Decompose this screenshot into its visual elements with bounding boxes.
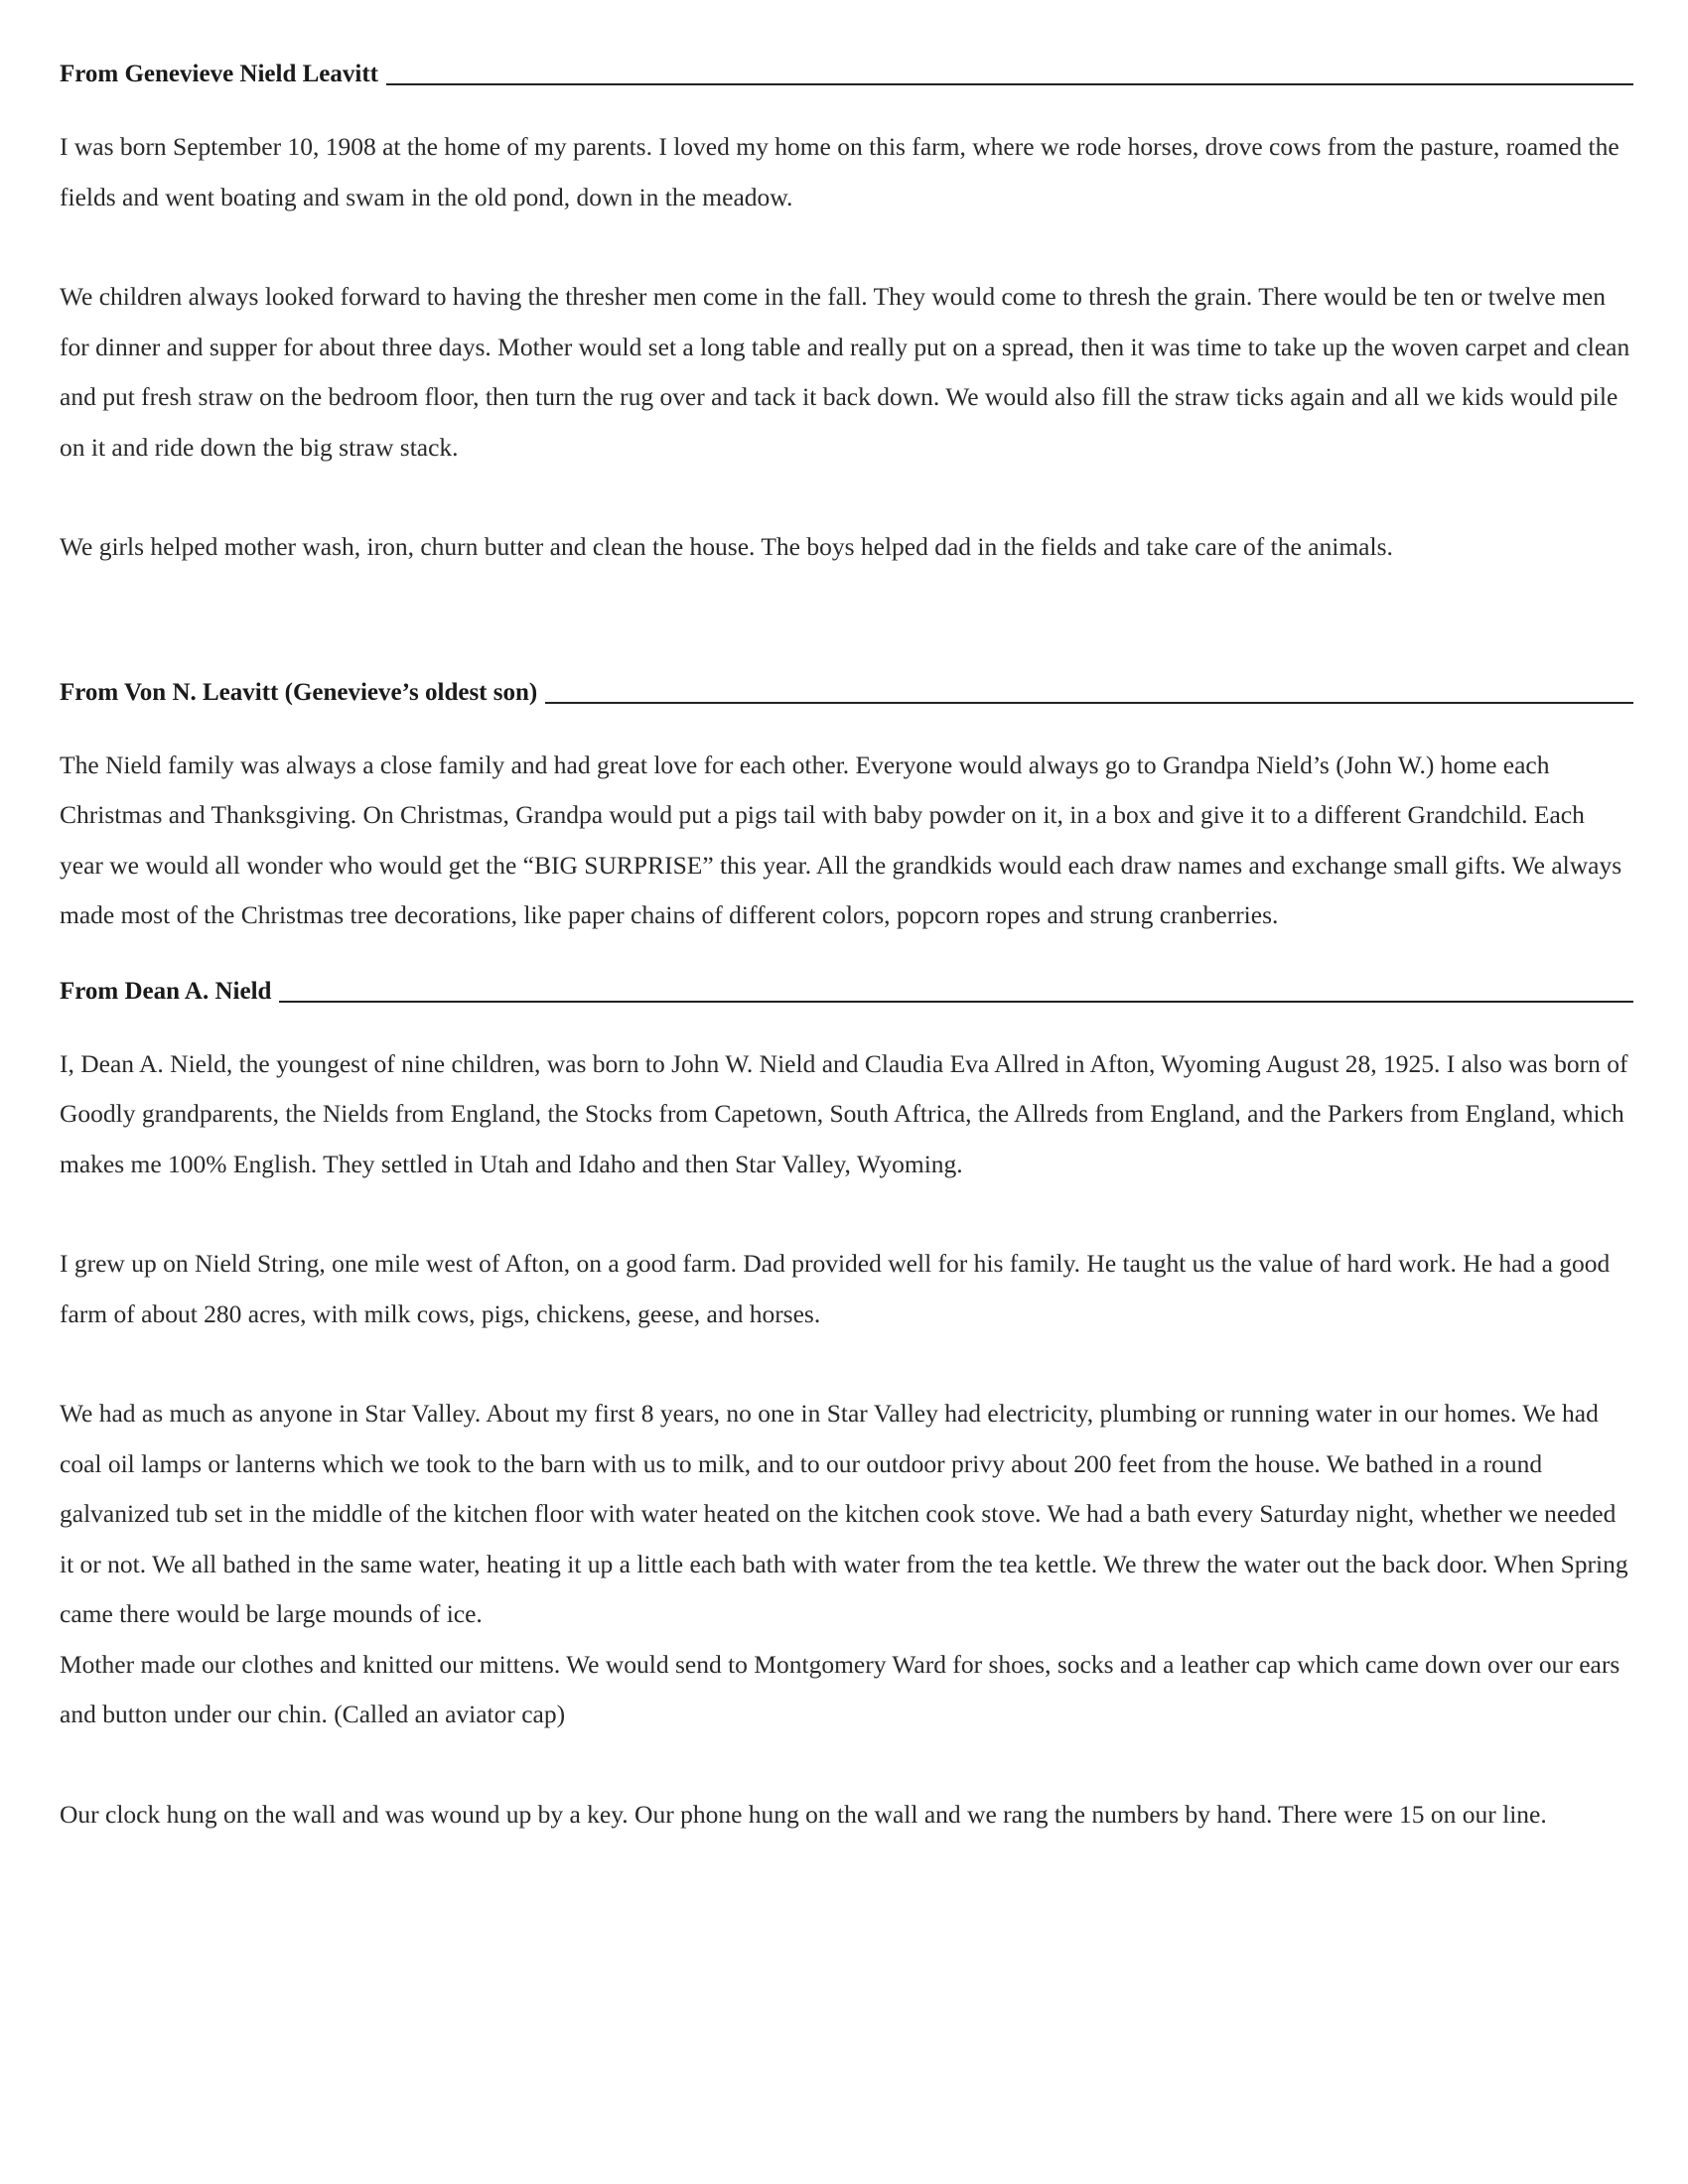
heading-text: From Genevieve Nield Leavitt bbox=[60, 61, 378, 87]
paragraph: I was born September 10, 1908 at the home of my parents. I loved my home on this farm, where we rode horses, drove cows from the pasture, roamed the fields and went boating and swam in the old pond, down in the meadow. bbox=[60, 132, 1619, 211]
paragraph: We children always looked forward to having the thresher men come in the fall. They would come to thresh the grain. There would be ten or twelve men for dinner and supper for about three days. Mother would set a long table and really put on a spread, then it was time to take up the woven carpet and clean and put fresh straw on the bedroom floor, then turn the rug over and tack it back down. We would also fill the straw ticks again and all we kids would pile on it and ride down the big straw stack. bbox=[60, 282, 1630, 462]
section-heading-dean bbox=[60, 975, 1633, 1009]
heading-text: From Von N. Leavitt (Genevieve’s oldest son) bbox=[60, 678, 538, 706]
paragraph: We had as much as anyone in Star Valley. About my first 8 years, no one in Star Valley had electricity, plumbing or running water in our homes. We had coal oil lamps or lanterns which we took to the barn with us to milk, and to our outdoor privy about 200 feet from the house. We bathed in a round galvanized tub set in the middle of the kitchen floor with water heated on the kitchen cook stove. We had a bath every Saturday night, whether we needed it or not. We all bathed in the same water, heating it up a little each bath with water from the tea kettle. We threw the water out the back door. When Spring came there would be large mounds of ice. bbox=[60, 1399, 1628, 1628]
paragraph: The Nield family was always a close family and had great love for each other. Everyone would always go to Grandpa Nield’s (John W.) home each Christmas and Thanksgiving. On Christmas, Grandpa would put a pigs tail with baby powder on it, in a box and give it to a different Grandchild. Each year we would all wonder who would get the “BIG SURPRISE” this year. All the grandkids would each draw names and exchange small gifts. We always made most of the Christmas tree decorations, like paper chains of different colors, popcorn ropes and strung cranberries. bbox=[60, 750, 1622, 929]
paragraph: We girls helped mother wash, iron, churn butter and clean the house. The boys helped dad in the fields and take care of the animals. bbox=[60, 532, 1393, 561]
heading-text: From Dean A. Nield bbox=[60, 977, 272, 1005]
paragraph: Mother made our clothes and knitted our mittens. We would send to Montgomery Ward for shoes, socks and a leather cap which came down over our ears and button under our chin. (Called an aviator cap) bbox=[60, 1649, 1620, 1728]
heading-rule bbox=[386, 83, 1633, 85]
paragraph: I, Dean A. Nield, the youngest of nine children, was born to John W. Nield and Claudia Eva Allred in Afton, Wyoming August 28, 1925. I also was born of Goodly grandparents, the Nields from England, the Stocks from Capetown, South Aftrica, the Allreds from England, and the Parkers from England, which makes me 100% English. They settled in Utah and Idaho and then Star Valley, Wyoming. bbox=[60, 1048, 1628, 1178]
heading-rule bbox=[279, 1001, 1633, 1003]
heading-rule bbox=[545, 702, 1633, 704]
paragraph: I grew up on Nield String, one mile west of Afton, on a good farm. Dad provided well for his family. He taught us the value of hard work. He had a good farm of about 280 acres, with milk cows, pigs, chickens, geese, and horses. bbox=[60, 1249, 1611, 1328]
document-page bbox=[60, 58, 1633, 1840]
section-heading-von bbox=[60, 676, 1633, 710]
paragraph: Our clock hung on the wall and was wound up by a key. Our phone hung on the wall and we rang the numbers by hand. There were 15 on our line. bbox=[60, 1799, 1547, 1829]
section-heading-genevieve bbox=[60, 58, 1633, 91]
